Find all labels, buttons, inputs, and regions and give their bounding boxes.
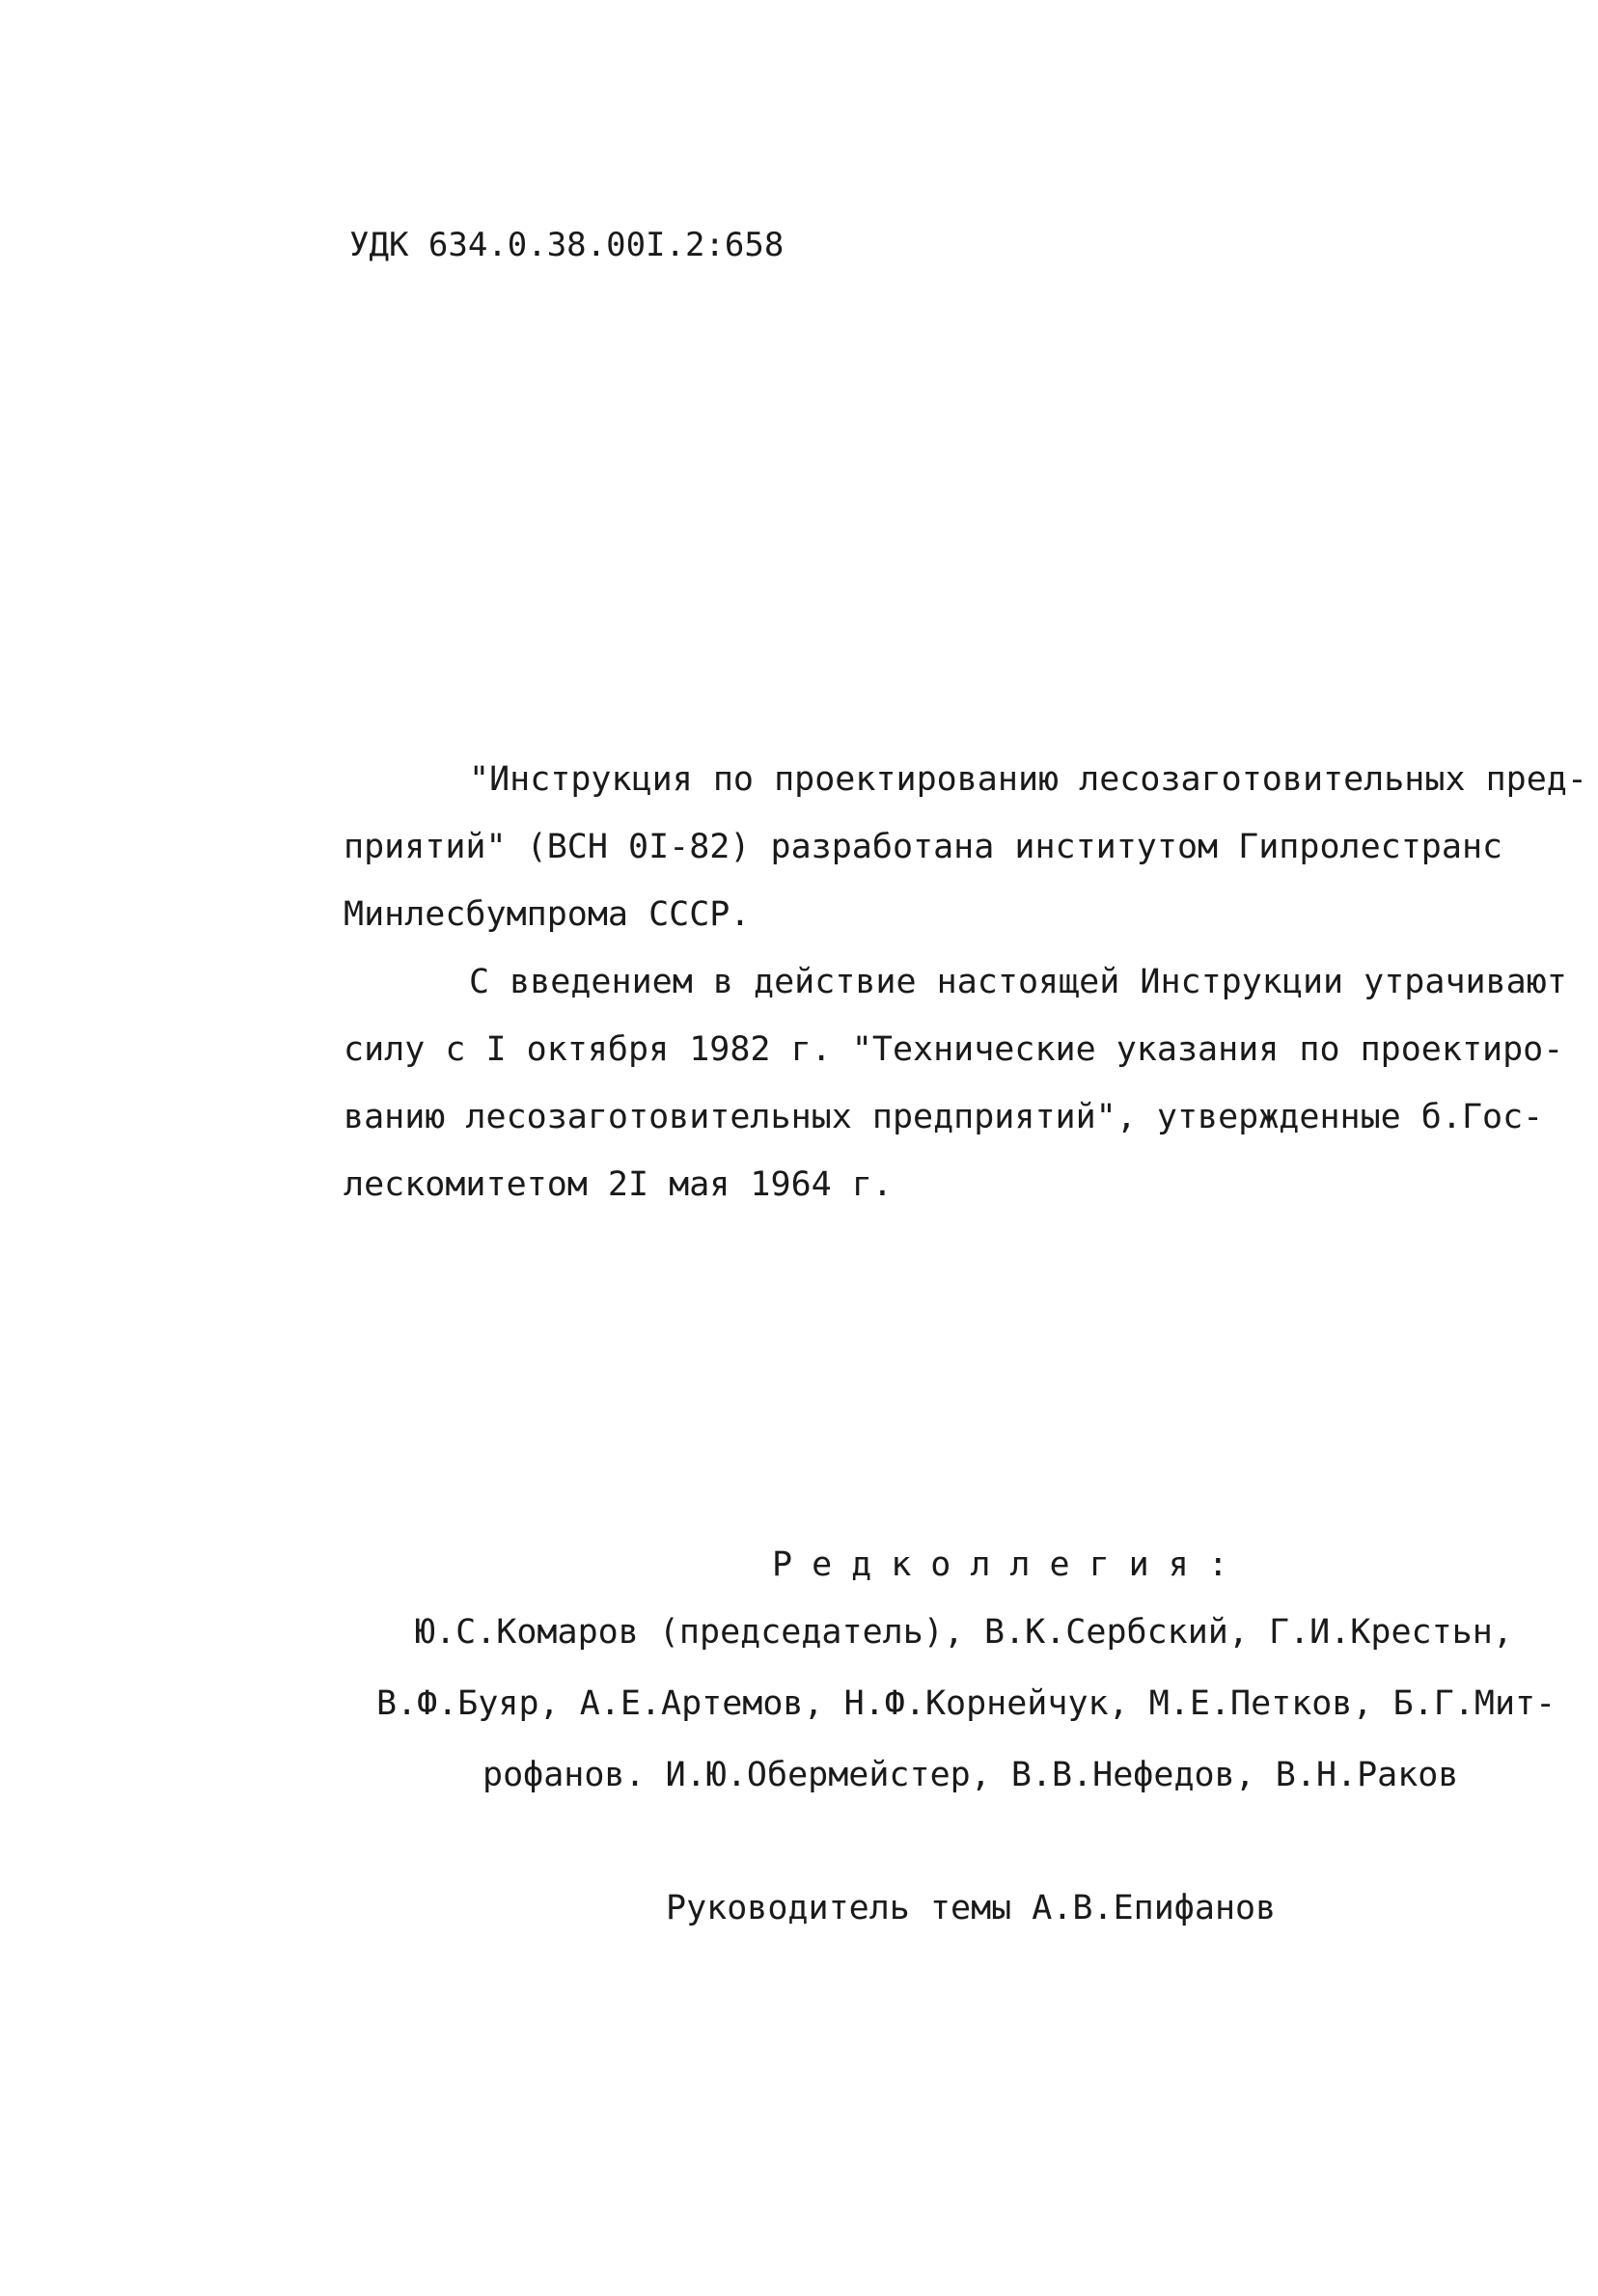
- paragraph-line: лескомитетом 2I мая 1964 г.: [344, 1165, 893, 1204]
- paragraph-line: Минлесбумпрома СССР.: [344, 895, 751, 934]
- editorial-board-title: Редколлегия:: [772, 1545, 1248, 1584]
- editorial-board-members: Ю.С.Комаров (председатель), В.К.Сербский, Г.И.Крестьн,: [415, 1613, 1513, 1652]
- editorial-board-members: В.Ф.Буяр, А.Е.Артемов, Н.Ф.Корнейчук, М.Е.Петков, Б.Г.Мит-: [376, 1684, 1557, 1723]
- paragraph-line: "Инструкция по проектированию лесозаготовительных пред-: [469, 760, 1587, 799]
- paragraph-line: С введением в действие настоящей Инструкции утрачивают: [469, 963, 1567, 1001]
- editorial-board-members: рофанов. И.Ю.Обермейстер, В.В.Нефедов, В.Н.Раков: [482, 1756, 1459, 1794]
- paragraph-line: приятий" (ВСН 0I-82) разработана институтом Гипролестранс: [344, 828, 1503, 866]
- paragraph-line: ванию лесозаготовительных предприятий", утвержденные б.Гос-: [344, 1098, 1544, 1136]
- paragraph-line: силу с I октября 1982 г. "Технические указания по проектиро-: [344, 1030, 1564, 1069]
- theme-leader: Руководитель темы А.В.Епифанов: [666, 1889, 1277, 1927]
- udc-code: УДК 634.0.38.00I.2:658: [349, 226, 785, 264]
